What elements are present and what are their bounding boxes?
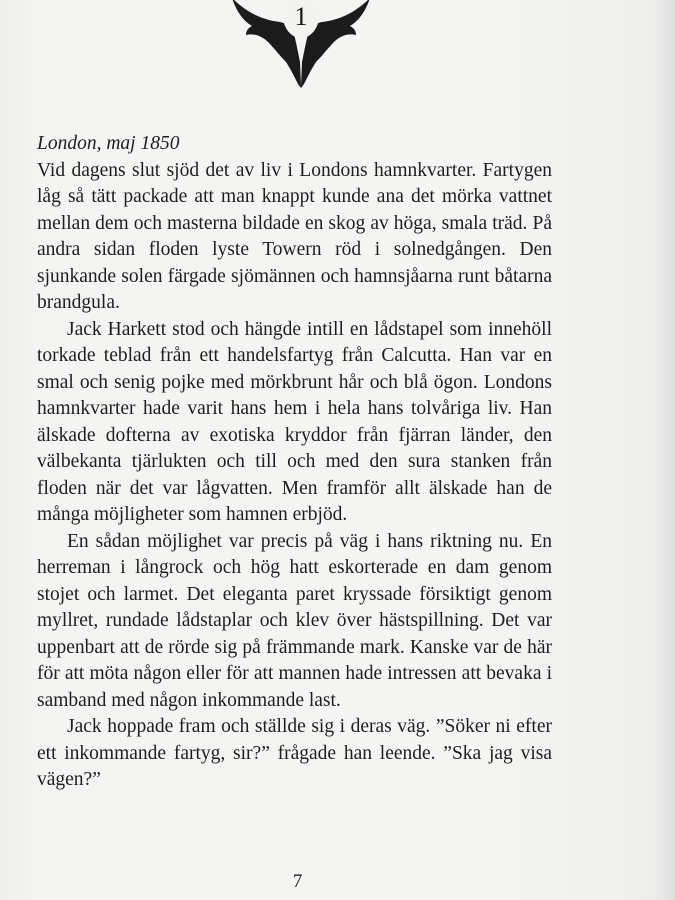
page-number: 7 bbox=[292, 871, 303, 892]
paragraph: Vid dagens slut sjöd det av liv i Londons hamnkvarter. Fartygen låg så tätt packade att man knappt kunde ana det mörka vattnet mellan dem och masterna bildade en skog av höga, smala träd. På andra sidan floden lyste Towern röd i solnedgången. Den sjunkande solen färgade sjömännen och hamnsjåarna runt båtarna brandgula. bbox=[37, 159, 552, 313]
paragraph: Jack Harkett stod och hängde intill en lådstapel som innehöll torkade teblad från ett handelsfartyg från Calcutta. Han var en smal och senig pojke med mörkbrunt hår och blå ögon. Londons hamnkvarter hade varit hans hem i hela hans tolvåriga liv. Han älskade dofterna av exotiska kryddor från fjärran länder, den välbekanta tjärlukten och till och med den sura stanken från floden när det var lågvatten. Men framför allt älskade han de många möjligheter som hamnen erbjöd. bbox=[37, 318, 552, 525]
chapter-text bbox=[37, 131, 552, 794]
chapter-heading bbox=[228, 0, 374, 92]
dateline: London, maj 1850 bbox=[37, 133, 180, 154]
chapter-number: 1 bbox=[294, 2, 308, 31]
paragraph: En sådan möjlighet var precis på väg i hans riktning nu. En herreman i långrock och hög hatt eskorterade en dam genom stojet och larmet. Det eleganta paret kryssade försiktigt genom myllret, rundade lådstaplar och klev över hästspillning. Det var uppenbart att de rörde sig på främmande mark. Kanske var de här för att möta någon eller för att mannen hade intressen att bevaka i samband med någon inkommande last. bbox=[37, 530, 552, 711]
paragraph: Jack hoppade fram och ställde sig i deras väg. ”Söker ni efter ett inkommande fartyg, sir?” frågade han leende. ”Ska jag visa vägen?” bbox=[37, 716, 552, 790]
